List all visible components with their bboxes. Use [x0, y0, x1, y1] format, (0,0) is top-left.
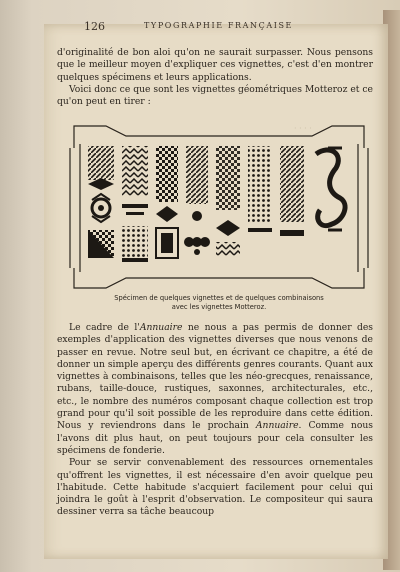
p1-italic-annuaire-2: Annuaire	[255, 420, 299, 432]
body-text	[57, 322, 373, 519]
caption-line-2: avec les vignettes Motteroz.	[171, 302, 267, 311]
show-through-text: · · · ·	[294, 124, 312, 133]
intro-paragraph-2: Voici donc ce que sont les vignettes géométriques Motteroz et ce qu'on peut en tirer :	[57, 83, 373, 108]
p1-text-b: ne nous a pas permis de donner des exemples d'application des vignettes diverses que nous venons de passer en revue. Notre seul but, en écrivant ce chapitre, a été de donner un simple aperçu des différents genres courants. Quant aux vignettes à combinaisons, telles que les néo-grecques, renaissance, rubans, taille-douce, rustiques, saxonnes, architecturales, etc., etc., le nombre des numéros composant chaque collection est trop grand pour qu'il soit possible de les reproduire dans cette édition. Nous y reviendrons dans le prochain	[57, 322, 373, 432]
body-paragraph-2: Pour se servir convenablement des ressources ornementales qu'offrent les vignettes, il est nécessaire d'en avoir quelque peu l'habitude. Cette habitude s'acquiert facilement pour celui qui joindra le goût à l'esprit d'observation. Le compositeur qui saura dessiner verra sa tâche beaucoup	[57, 457, 373, 518]
page-number: 126	[84, 20, 105, 33]
vignette-figure	[66, 118, 372, 314]
caption-line-1: Spécimen de quelques vignettes et de quelques combinaisons	[114, 294, 324, 302]
figure-caption	[66, 294, 372, 311]
running-head: TYPOGRAPHIE FRANÇAISE	[144, 21, 293, 30]
ornamental-frame	[66, 118, 372, 294]
body-paragraph-1	[57, 322, 373, 457]
intro-text	[57, 47, 373, 108]
vignette-specimens	[88, 146, 345, 262]
p1-text-c: . Comme nous l'avons dit plus haut, on peut toujours pour cela consulter les spécimens de fonderie.	[57, 420, 374, 456]
intro-paragraph-1: d'originalité de bon aloi qu'on ne saurait surpasser. Nous pensons que le meilleur moyen d'expliquer ces vignettes, c'est d'en montrer quelques spécimens et leurs applications.	[57, 47, 373, 83]
p1-italic-annuaire: Annuaire	[139, 322, 183, 333]
p1-text-a: Le cadre de l'	[69, 322, 140, 333]
page-header	[84, 20, 384, 34]
